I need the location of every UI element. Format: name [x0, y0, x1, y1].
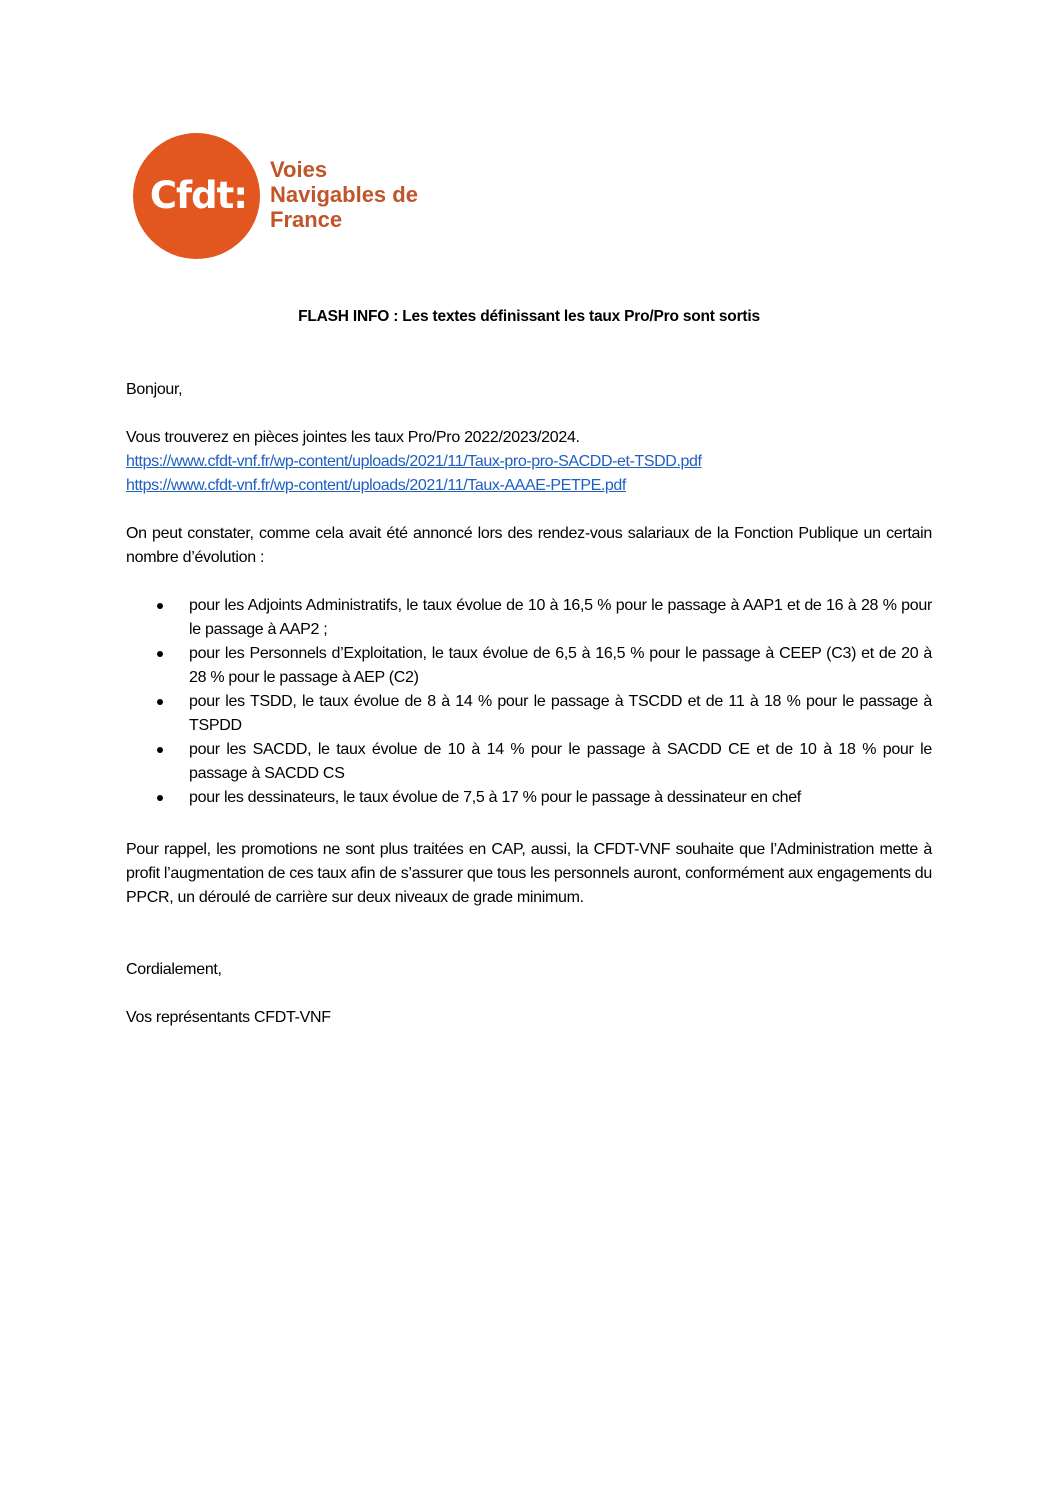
closing: Cordialement, [126, 961, 222, 978]
logo-subtitle-line: Navigables de [270, 182, 418, 207]
list-item-text: pour les dessinateurs, le taux évolue de 7,5 à 17 % pour le passage à dessinateur en chef [189, 789, 801, 806]
list-item [126, 642, 932, 690]
bullet-icon [157, 603, 163, 609]
link-taux-aaae-petpe[interactable]: https://www.cfdt-vnf.fr/wp-content/uploads/2021/11/Taux-AAAE-PETPE.pdf [126, 477, 626, 494]
list-item-text: pour les SACDD, le taux évolue de 10 à 14 % pour le passage à SACDD CE et de 10 à 18 % pour le passage à SACDD CS [189, 741, 932, 782]
logo-subtitle [270, 157, 418, 232]
list-item-text: pour les TSDD, le taux évolue de 8 à 14 % pour le passage à TSCDD et de 11 à 18 % pour le passage à TSPDD [189, 693, 932, 734]
list-item [126, 594, 932, 642]
greeting: Bonjour, [126, 381, 183, 398]
bullet-icon [157, 747, 163, 753]
bullet-icon [157, 795, 163, 801]
cfdt-vnf-logo [133, 133, 433, 261]
bullet-icon [157, 651, 163, 657]
link-taux-sacdd-tsdd[interactable]: https://www.cfdt-vnf.fr/wp-content/uploads/2021/11/Taux-pro-pro-SACDD-et-TSDD.pdf [126, 453, 702, 470]
list-item [126, 738, 932, 786]
evolution-list [126, 594, 932, 810]
paragraph-reminder: Pour rappel, les promotions ne sont plus traitées en CAP, aussi, la CFDT-VNF souhaite que l’Administration mette à profit l’augmentation de ces taux afin de s’assurer que tous les personnels auront, conformément aux engagements du PPCR, un déroulé de carrière sur deux niveaux de grade minimum. [126, 841, 933, 906]
list-item [126, 786, 932, 810]
list-item [126, 690, 932, 738]
cfdt-logo-circle [133, 133, 260, 259]
paragraph-evolution: On peut constater, comme cela avait été annoncé lors des rendez-vous salariaux de la Fonction Publique un certain nombre d’évolution : [126, 525, 932, 566]
logo-subtitle-line: Voies [270, 157, 328, 182]
bullet-icon [157, 699, 163, 705]
list-item-text: pour les Personnels d’Exploitation, le taux évolue de 6,5 à 16,5 % pour le passage à CEEP (C3) et de 20 à 28 % pour le passage à AEP (C2) [189, 645, 932, 686]
cfdt-logo-wordmark: Cfdt: [149, 173, 248, 217]
intro-block [126, 426, 932, 498]
signature: Vos représentants CFDT-VNF [126, 1009, 331, 1026]
intro-text: Vous trouverez en pièces jointes les taux Pro/Pro 2022/2023/2024. [126, 429, 580, 446]
logo-subtitle-line: France [270, 207, 343, 232]
document-title: FLASH INFO : Les textes définissant les taux Pro/Pro sont sortis [298, 308, 760, 325]
list-item-text: pour les Adjoints Administratifs, le taux évolue de 10 à 16,5 % pour le passage à AAP1 et de 16 à 28 % pour le passage à AAP2 ; [189, 597, 932, 638]
